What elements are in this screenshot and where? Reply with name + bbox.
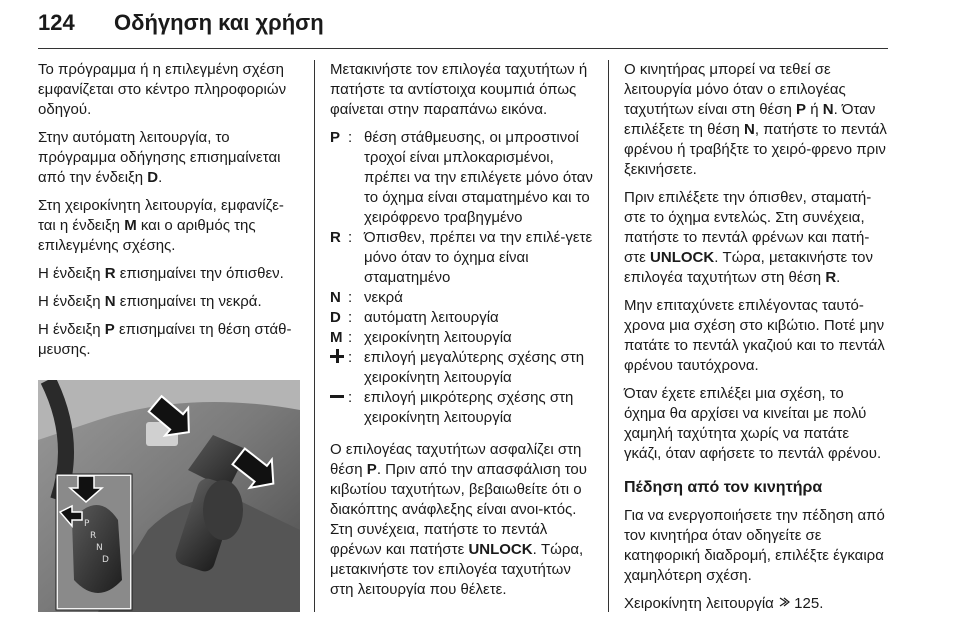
plus-icon — [330, 349, 344, 363]
paragraph: Η ένδειξη N επισημαίνει τη νεκρά. — [38, 293, 262, 310]
gear-position-list — [330, 128, 594, 428]
list-item: P : θέση στάθμευσης, οι μπροστινοί τροχοί είναι μπλοκαρισμένοι, πρέπει να την επιλέγετε μόνο όταν το όχημα είναι σταματημένο και το χειρόφρενο τραβηγμένο — [330, 129, 593, 226]
svg-text:R: R — [90, 531, 97, 541]
page-header — [38, 4, 888, 48]
column-divider — [314, 60, 315, 612]
column-middle — [330, 60, 594, 608]
list-item: : επιλογή μικρότερης σχέσης στη χειροκίνητη λειτουργία — [330, 388, 594, 428]
arrow-right-icon — [778, 596, 790, 608]
paragraph: Πριν επιλέξετε την όπισθεν, σταματή-στε το όχημα εντελώς. Στη συνέχεια, πατήστε το πεντάλ φρένων και πατή-στε UNLOCK. Τώρα, μετακινήστε τον επιλογέα ταχυτήτων στη θέση R. — [624, 189, 873, 286]
list-item: M : χειροκίνητη λειτουργία — [330, 329, 512, 346]
paragraph: Στην αυτόματη λειτουργία, το πρόγραμμα οδήγησης επισημαίνεται από την ένδειξη D. — [38, 129, 281, 186]
column-divider — [608, 60, 609, 612]
subsection-title: Πέδηση από τον κινητήρα — [624, 479, 823, 496]
paragraph: Η ένδειξη R επισημαίνει την όπισθεν. — [38, 265, 284, 282]
page-number: 124 — [38, 10, 75, 35]
page-title: Οδήγηση και χρήση — [114, 10, 324, 35]
svg-text:D: D — [102, 555, 109, 565]
paragraph: Μετακινήστε τον επιλογέα ταχυτήτων ή πατήστε τα αντίστοιχα κουμπιά όπως φαίνεται στην παραπάνω εικόνα. — [330, 61, 588, 118]
gear-selector-illustration — [38, 380, 300, 612]
header-rule — [38, 48, 888, 49]
column-right — [624, 60, 888, 622]
paragraph: Όταν έχετε επιλέξει μια σχέση, το όχημα θα αρχίσει να κινείται με πολύ χαμηλή ταχύτητα χωρίς να πατάτε γκάζι, όταν αφήσετε το πεντάλ φρένου. — [624, 385, 882, 462]
list-item: N : νεκρά — [330, 289, 403, 306]
column-left — [38, 60, 300, 416]
paragraph: Η ένδειξη P επισημαίνει τη θέση στάθ-μευσης. — [38, 321, 292, 358]
cross-reference[interactable]: Χειροκίνητη λειτουργία 125. — [624, 595, 824, 612]
minus-icon — [330, 389, 344, 403]
paragraph: Ο επιλογέας ταχυτήτων ασφαλίζει στη θέση P. Πριν από την απασφάλιση του κιβωτίου ταχυτήτων, βεβαιωθείτε ότι ο διακόπτης ανάφλεξης είναι ανοι-κτός. Στη συνέχεια, πατήστε το πεντάλ φρένων και πατήστε UNLOCK. Τώρα, μετακινήστε τον επιλογέα ταχυτήτων στη λειτουργία που θέλετε. — [330, 441, 587, 598]
paragraph: Ο κινητήρας μπορεί να τεθεί σε λειτουργία μόνο όταν ο επιλογέας ταχυτήτων είναι στη θέση P ή N. Όταν επιλέξετε τη θέση N, πατήστε το πεντάλ φρένου ή τραβήξτε το χειρό-φρενο πριν ξεκινήσετε. — [624, 61, 887, 178]
svg-text:N: N — [96, 543, 103, 553]
paragraph: Για να ενεργοποιήσετε την πέδηση από τον κινητήρα όταν οδηγείτε σε κατηφορική διαδρομή, επιλέξτε έγκαιρα χαμηλότερη σχέση. — [624, 507, 885, 584]
list-item: R : Όπισθεν, πρέπει να την επιλέ-γετε μόνο όταν το όχημα είναι σταματημένο — [330, 229, 593, 286]
paragraph: Μην επιταχύνετε επιλέγοντας ταυτό-χρονα μια σχέση στο κιβώτιο. Ποτέ μην πατάτε το πεντάλ γκαζιού και το πεντάλ φρένου ταυτόχρονα. — [624, 297, 885, 374]
paragraph: Στη χειροκίνητη λειτουργία, εμφανίζε-ται η ένδειξη M και ο αριθμός της επιλεγμένης σχέσης. — [38, 197, 284, 254]
list-item: D : αυτόματη λειτουργία — [330, 309, 499, 326]
list-item: : επιλογή μεγαλύτερης σχέσης στη χειροκίνητη λειτουργία — [330, 348, 594, 388]
svg-text:P: P — [84, 519, 90, 529]
gear-selector-figure — [38, 380, 300, 612]
paragraph: Το πρόγραμμα ή η επιλεγμένη σχέση εμφανίζεται στο κέντρο πληροφοριών οδηγού. — [38, 61, 287, 118]
